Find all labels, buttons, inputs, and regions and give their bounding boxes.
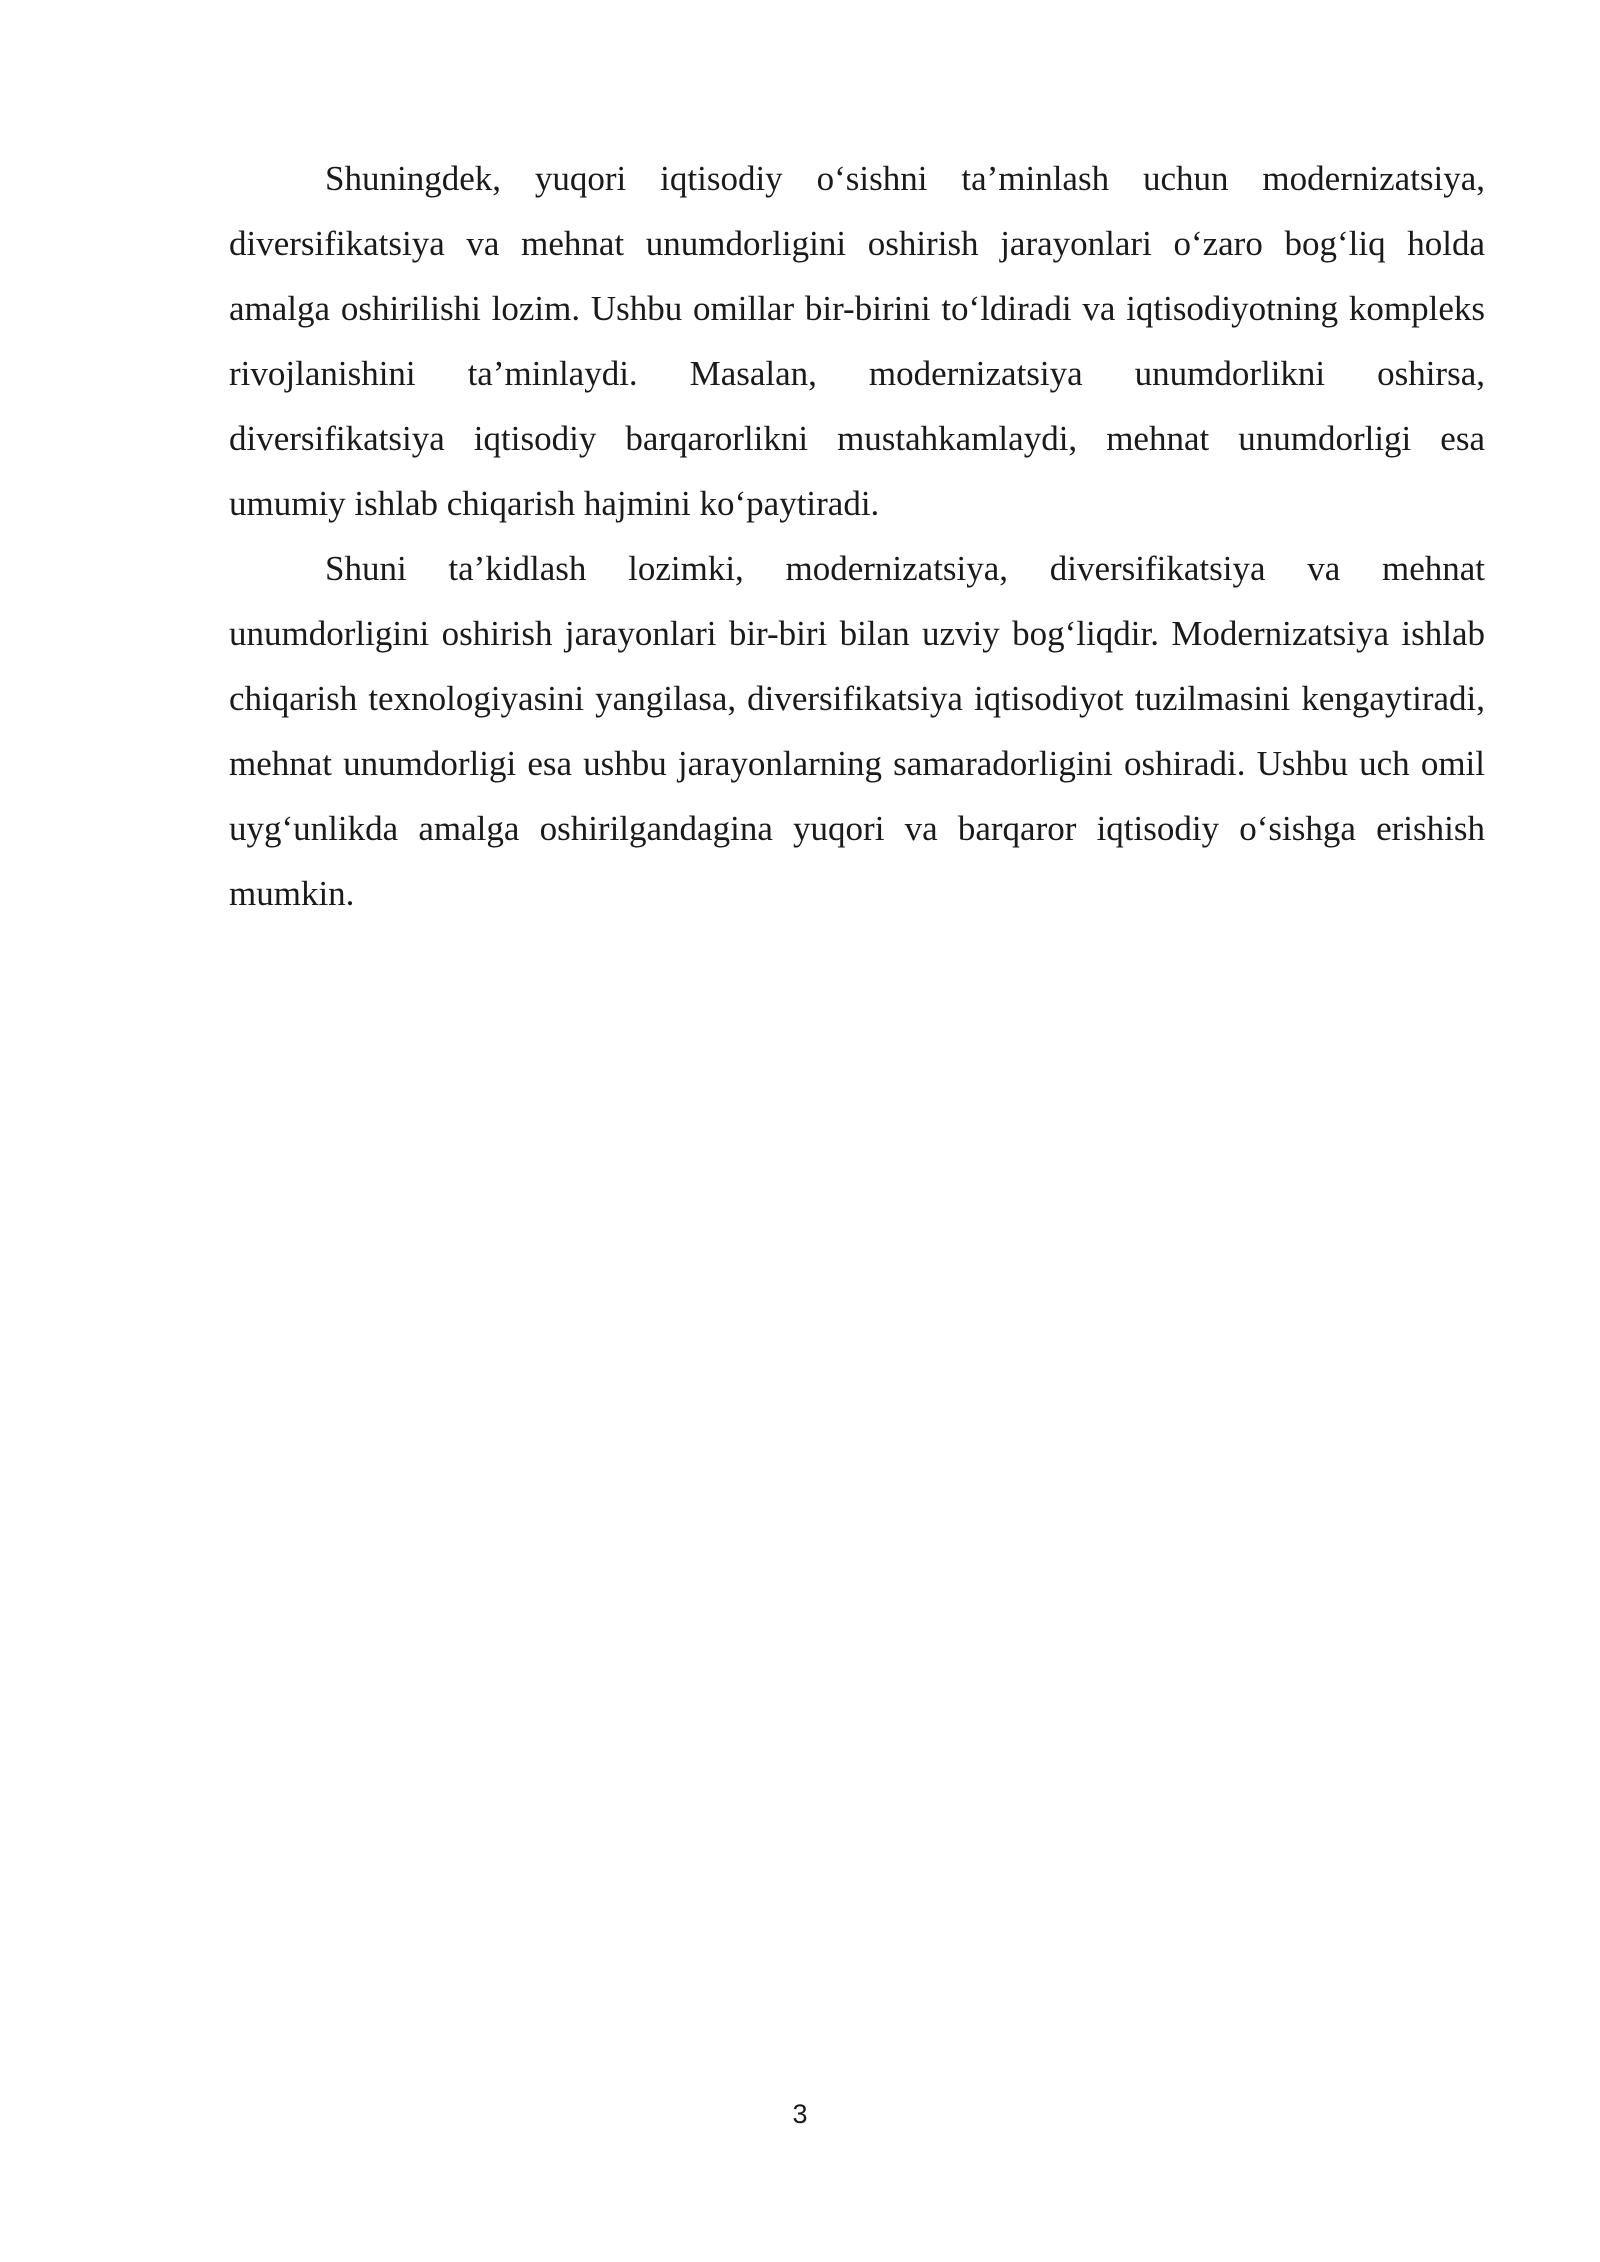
page-number: 3 <box>792 2099 808 2129</box>
paragraph-2: Shuni ta’kidlash lozimki, modernizatsiya, diversifikatsiya va mehnat unumdorligini oshirish jarayonlari bir-biri bilan uzviy bog‘liqdir. Modernizatsiya ishlab chiqarish texnologiyasini yangilasa, diversifikatsiya iqtisodiyot tuzilmasini kengaytiradi, mehnat unumdorligi esa ushbu jarayonlarning samaradorligini oshiradi. Ushbu uch omil uyg‘unlikda amalga oshirilgandagina yuqori va barqaror iqtisodiy o‘sishga erishish mumkin. <box>229 549 1485 913</box>
paragraph-1: Shuningdek, yuqori iqtisodiy o‘sishni ta’minlash uchun modernizatsiya, diversifikatsiya va mehnat unumdorligini oshirish jarayonlari o‘zaro bog‘liq holda amalga oshirilishi lozim. Ushbu omillar bir-birini to‘ldiradi va iqtisodiyotning kompleks rivojlanishini ta’minlaydi. Masalan, modernizatsiya unumdorlikni oshirsa, diversifikatsiya iqtisodiy barqarorlikni mustahkamlaydi, mehnat unumdorligi esa umumiy ishlab chiqarish hajmini ko‘paytiradi. <box>229 159 1485 523</box>
body-text <box>229 146 1485 926</box>
